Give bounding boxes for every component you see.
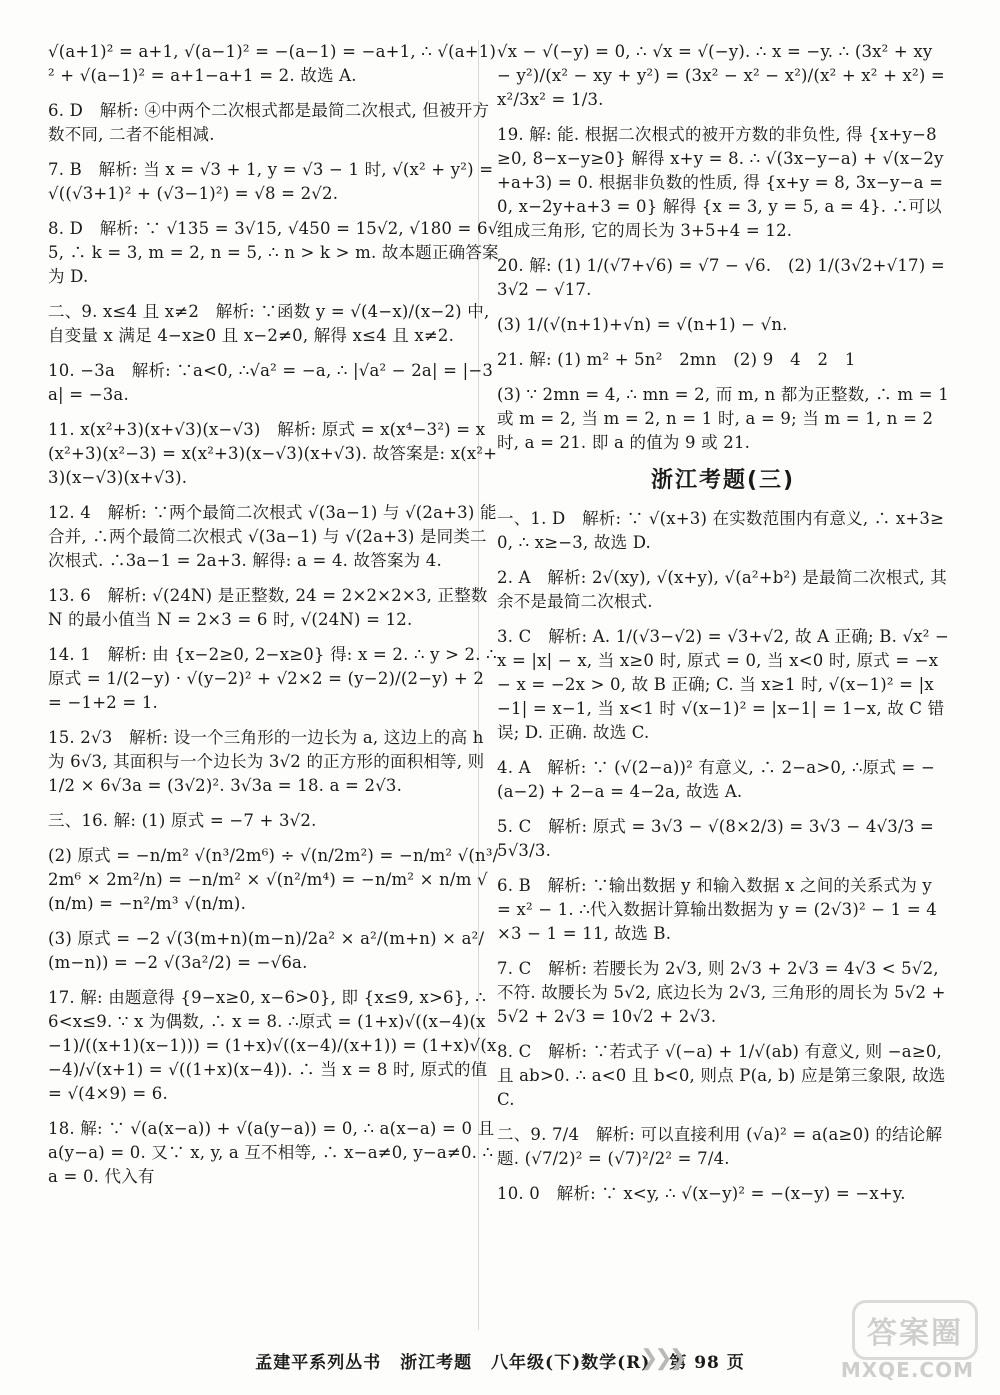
answer-16-3: (3) 原式 = −2 √(3(m+n)(m−n)/2a² × a²/(m+n) × a²/(m−n)) = −2 √(3a²/2) = −√6a. bbox=[48, 929, 485, 972]
answer-16-1: 三、16. 解: (1) 原式 = −7 + 3√2. bbox=[48, 811, 317, 830]
chevron-right-icon: ❯❯❯ bbox=[640, 1346, 684, 1371]
answer-16-2: (2) 原式 = −n/m² √(n³/2m⁶) ÷ √(n/2m²) = −n/m² √(n³/2m⁶ × 2m²/n) = −n/m² × √(n²/m⁴) = −n/m² × n/m √(n/m) = −n²/m³ √(n/m). bbox=[48, 846, 499, 913]
exam-answer-3: 3. C 解析: A. 1/(√3−√2) = √3+√2, 故 A 正确; B. √x² − x = |x| − x, 当 x≥0 时, 原式 = 0, 当 x<0 时, 原式 = −x − x = −2x > 0, 故 B 正确; C. 当 x≥1 时, √(x−1)² = |x−1| = x−1, 当 x<1 时 √(x−1)² = |x−1| = 1−x, 故 C 错误; D. 正确. 故选 C. bbox=[497, 627, 949, 742]
exam-answer-9: 二、9. 7/4 解析: 可以直接利用 (√a)² = a(a≥0) 的结论解题. (√7/2)² = (√7)²/2² = 7/4. bbox=[497, 1125, 943, 1168]
answer-20-3: (3) 1/(√(n+1)+√n) = √(n+1) − √n. bbox=[497, 315, 788, 334]
right-column bbox=[497, 40, 949, 1217]
answer-8: 8. D 解析: ∵ √135 = 3√15, √450 = 15√2, √180 = 6√5, ∴ k = 3, m = 2, n = 5, ∴ n > k > m. 故本题正确答案为 D. bbox=[48, 219, 499, 286]
answer-11: 11. x(x²+3)(x+√3)(x−√3) 解析: 原式 = x(x⁴−3²) = x(x²+3)(x²−3) = x(x²+3)(x−√3)(x+√3). 故答案是: x(x²+3)(x−√3)(x+√3). bbox=[48, 420, 498, 487]
exam-answer-2: 2. A 解析: 2√(xy), √(x+y), √(a²+b²) 是最简二次根式, 其余不是最简二次根式. bbox=[497, 568, 947, 611]
exam-answer-7: 7. C 解析: 若腰长为 2√3, 则 2√3 + 2√3 = 4√3 < 5√2, 不符. 故腰长为 5√2, 底边长为 2√3, 三角形的周长为 5√2 + 5√2 + 2√3 = 10√2 + 2√3. bbox=[497, 959, 946, 1026]
left-column bbox=[48, 40, 500, 1200]
answer-6: 6. D 解析: ④中两个二次根式都是最简二次根式, 但被开方数不同, 二者不能相减. bbox=[48, 101, 490, 144]
footer-page-number: 第 98 页 bbox=[669, 1353, 745, 1373]
exam-answer-8: 8. C 解析: ∵若式子 √(−a) + 1/√(ab) 有意义, 则 −a≥0, 且 ab>0. ∴ a<0 且 b<0, 则点 P(a, b) 应是第三象限, 故选 C. bbox=[497, 1042, 946, 1109]
answer-7: 7. B 解析: 当 x = √3 + 1, y = √3 − 1 时, √(x² + y²) = √((√3+1)² + (√3−1)²) = √8 = 2√2. bbox=[48, 160, 494, 203]
exam-answer-4: 4. A 解析: ∵ (√(2−a))² 有意义, ∴ 2−a>0, ∴原式 = −(a−2) + 2−a = 4−2a, 故选 A. bbox=[497, 758, 935, 801]
answer-20-1-2: 20. 解: (1) 1/(√7+√6) = √7 − √6. (2) 1/(3√2+√17) = 3√2 − √17. bbox=[497, 256, 945, 299]
answer-line: √(a+1)² = a+1, √(a−1)² = −(a−1) = −a+1, ∴ √(a+1)² + √(a−1)² = a+1−a+1 = 2. 故选 A. bbox=[48, 42, 497, 85]
answer-19: 19. 解: 能. 根据二次根式的被开方数的非负性, 得 {x+y−8≥0, 8−x−y≥0} 解得 x+y = 8. ∴ √(3x−y−a) + √(x−2y+a+3) = 0. 根据非负数的性质, 得 {x+y = 8, 3x−y−a = 0, x−2y+a+3 = 0} 解得 {x = 3, y = 5, a = 4}. ∴可以组成三角形, 它的周长为 3+5+4 = 12. bbox=[497, 125, 944, 240]
watermark-logo-icon: 答案圈 bbox=[852, 1300, 978, 1360]
footer-book: 浙江考题 bbox=[400, 1353, 473, 1373]
answer-21-3: (3) ∵ 2mn = 4, ∴ mn = 2, 而 m, n 都为正整数, ∴ m = 1 或 m = 2, 当 m = 2, n = 1 时, a = 9; 当 m = 1, n = 2 时, a = 21. 即 a 的值为 9 或 21. bbox=[497, 385, 949, 452]
answer-14: 14. 1 解析: 由 {x−2≥0, 2−x≥0} 得: x = 2. ∴ y > 2. ∴原式 = 1/(2−y) · √(y−2)² + √2×2 = (y−2)/(2−y) + 2 = −1+2 = 1. bbox=[48, 645, 497, 712]
watermark-domain: MXQE.COM bbox=[840, 1358, 974, 1382]
section-title: 浙江考题(三) bbox=[650, 468, 796, 493]
exam-answer-10: 10. 0 解析: ∵ x<y, ∴ √(x−y)² = −(x−y) = −x+y. bbox=[497, 1184, 906, 1203]
answer-9: 二、9. x≤4 且 x≠2 解析: ∵函数 y = √(4−x)/(x−2) 中, 自变量 x 满足 4−x≥0 且 x−2≠0, 解得 x≤4 且 x≠2. bbox=[48, 302, 490, 345]
answer-18-cont: √x − √(−y) = 0, ∴ √x = √(−y). ∴ x = −y. ∴ (3x² + xy − y²)/(x² − xy + y²) = (3x² − x² − x²)/(x² + x² + x²) = x²/3x² = 1/3. bbox=[497, 42, 945, 109]
answer-15: 15. 2√3 解析: 设一个三角形的一边长为 a, 这边上的高 h 为 6√3, 其面积与一个边长为 3√2 的正方形的面积相等, 则 1/2 × 6√3a = (3√2)². 3√3a = 18. a = 2√3. bbox=[48, 728, 485, 795]
watermark bbox=[818, 1300, 978, 1380]
footer-grade: 八年级(下)数学(R) bbox=[491, 1353, 651, 1373]
exam-answer-1: 一、1. D 解析: ∵ √(x+3) 在实数范围内有意义, ∴ x+3≥0, ∴ x≥−3, 故选 D. bbox=[497, 509, 945, 552]
answer-17: 17. 解: 由题意得 {9−x≥0, x−6>0}, 即 {x≤9, x>6}, ∴ 6<x≤9. ∵ x 为偶数, ∴ x = 8. ∴原式 = (1+x)√((x−4)(x−1)/((x+1)(x−1))) = (1+x)√((x−4)/(x+1)) = (1+x)√(x−4)/√(x+1) = √((1+x)(x−4)). ∴ 当 x = 8 时, 原式的值 = √(4×9) = 6. bbox=[48, 988, 497, 1103]
footer-series: 孟建平系列丛书 bbox=[255, 1353, 382, 1373]
answer-10: 10. −3a 解析: ∵a<0, ∴√a² = −a, ∴ |√a² − 2a| = |−3a| = −3a. bbox=[48, 361, 494, 404]
answer-12: 12. 4 解析: ∵两个最简二次根式 √(3a−1) 与 √(2a+3) 能合并, ∴两个最简二次根式 √(3a−1) 与 √(2a+3) 是同类二次根式. ∴3a−1 = 2a+3. 解得: a = 4. 故答案为 4. bbox=[48, 503, 497, 570]
exam-answer-5: 5. C 解析: 原式 = 3√3 − √(8×2/3) = 3√3 − 4√3/3 = 5√3/3. bbox=[497, 817, 934, 860]
answer-18: 18. 解: ∵ √(a(x−a)) + √(a(y−a)) = 0, ∴ a(x−a) = 0 且 a(y−a) = 0. 又∵ x, y, a 互不相等, ∴ x−a≠0, y−a≠0. ∴ a = 0. 代入有 bbox=[48, 1119, 495, 1186]
answer-13: 13. 6 解析: √(24N) 是正整数, 24 = 2×2×2×3, 正整数 N 的最小值当 N = 2×3 = 6 时, √(24N) = 12. bbox=[48, 586, 488, 629]
exam-answer-6: 6. B 解析: ∵输出数据 y 和输入数据 x 之间的关系式为 y = x² − 1. ∴代入数据计算输出数据为 y = (2√3)² − 1 = 4×3 − 1 = 11, 故选 B. bbox=[497, 876, 937, 943]
answer-21-1-2: 21. 解: (1) m² + 5n² 2mn (2) 9 4 2 1 bbox=[497, 350, 856, 369]
